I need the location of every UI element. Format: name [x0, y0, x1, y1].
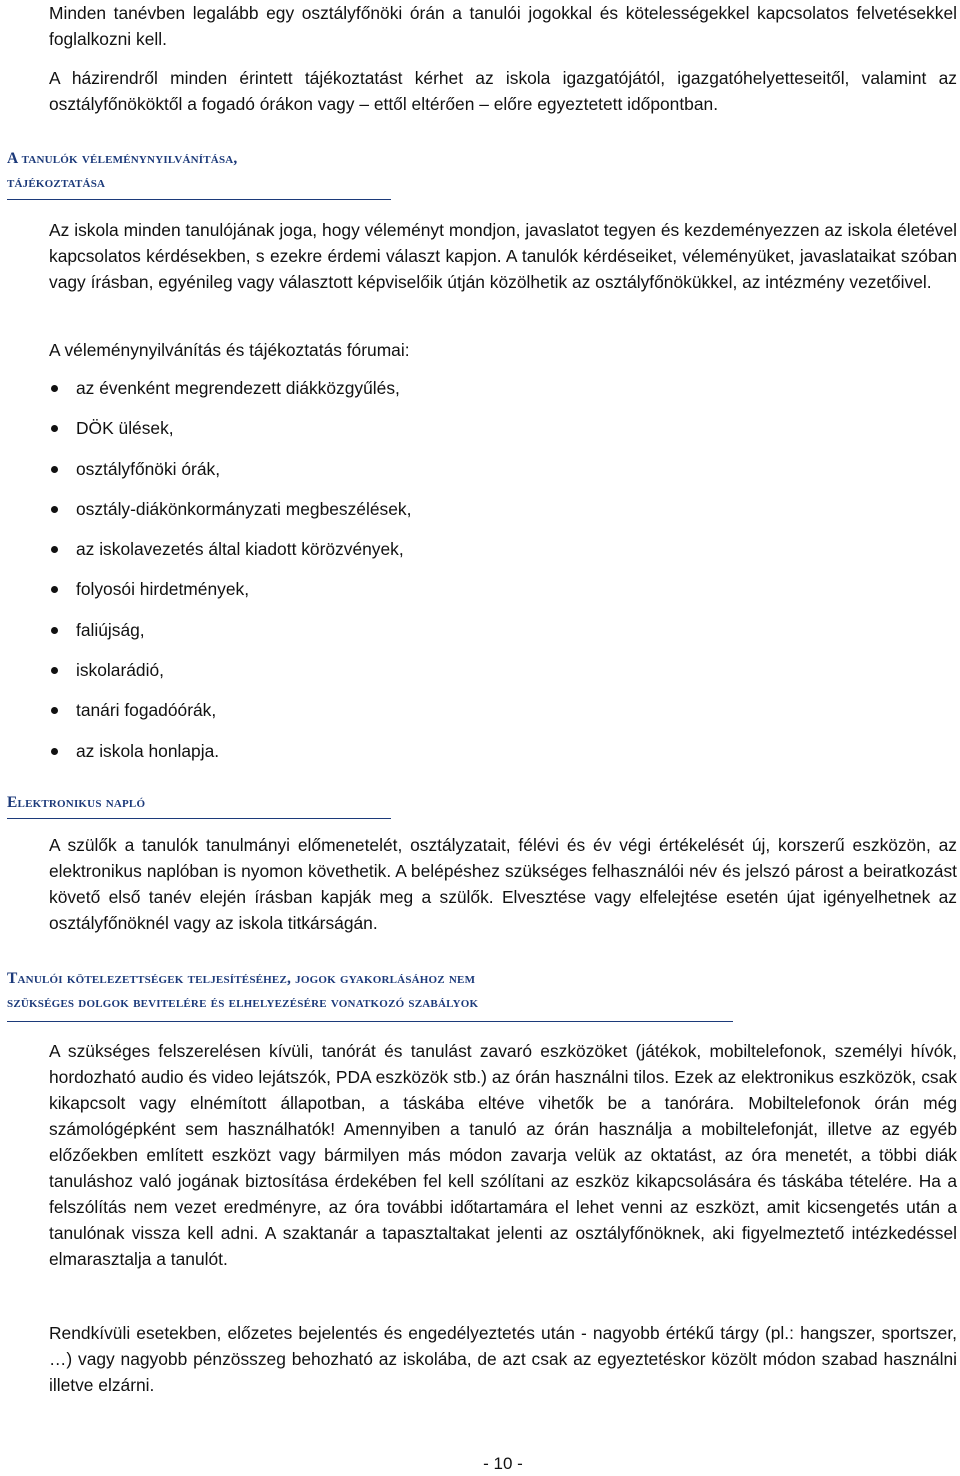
paragraph-opinion-rights: Az iskola minden tanulójának joga, hogy véleményt mondjon, javaslatot tegyen és kezdeményezzen az iskola életével kapcsolatos kérdésekben, s ezekre érdemi választ kapjon. A tanulók kérdéseiket, véleményüket, javaslataikat szóban vagy írásban, egyénileg vagy választott képviselőik útján közölhetik az osztályfőnökükkel, az intézmény vezetőivel. — [49, 220, 957, 292]
bullet-icon — [51, 506, 58, 513]
heading-underline — [7, 199, 391, 200]
paragraph-e-diary: A szülők a tanulók tanulmányi előmenetelét, osztályzatait, félévi és év végi értékelését új, korszerű eszközön, az elektronikus naplóban is nyomon követhetik. A belépéshez szükséges felhasználói név és jelszó párost a beiratkozást követő első tanév elején írásban kapják meg a szülők. Elvesztése vagy elfelejtése esetén újat igényelhetnek az osztályfőnöknél vagy az iskola titkárságán. — [49, 835, 957, 933]
bullet-icon — [51, 425, 58, 432]
section-heading-devices-line1: Tanulói kötelezettségek teljesítéséhez, jogok gyakorlásához nem — [7, 970, 476, 987]
bullet-icon — [51, 707, 58, 714]
section-heading-opinion-line2: tájékoztatása — [7, 174, 106, 191]
forums-list — [49, 368, 649, 771]
paragraph-device-rules: A szükséges felszerelésen kívüli, tanórát és tanulást zavaró eszközöket (játékok, mobiltelefonok, személyi hívók, hordozható audio és video lejátszók, PDA eszközök stb.) az órán használni tilos. Ezek az elektronikus eszközök, csak kikapcsolt vagy elnémított állapotban, a táskába eltéve vihetők be a tanórára. Mobiltelefonok órán még számológépként sem használhatók! Amennyiben a tanuló az órán használja a mobiltelefonját, illetve az egyéb előzőekben említett eszközt vagy bármilyen más módon zavarja velük az oktatást, az óra menetét, a többi diák tanuláshoz való jogának biztosítása érdekében fel kell szólítani az eszköz kikapcsolására és táskába tételére. Ha a felszólítás nem vezet eredményre, az óra további időtartamára el lehet venni az eszközt, amit kicsengetés után a tanulónak vissza kell adni. A szaktanár a tapasztaltakat jelenti az osztályfőnöknek, aki figyelmeztető intézkedéssel elmarasztalja a tanulót. — [49, 1041, 957, 1269]
section-heading-devices-line2: szükséges dolgok bevitelére és elhelyezésére vonatkozó szabályok — [7, 994, 479, 1011]
list-item: az iskola honlapja. — [49, 731, 649, 771]
section-heading-opinion — [7, 147, 237, 195]
paragraph-class-rights: Minden tanévben legalább egy osztályfőnöki órán a tanulói jogokkal és kötelességekkel kapcsolatos felvetésekkel foglalkozni kell. — [49, 3, 957, 49]
list-item: tanári fogadóórák, — [49, 690, 649, 730]
list-item: osztályfőnöki órák, — [49, 449, 649, 489]
paragraph-forums-intro: A véleménynyilvánítás és tájékoztatás fórumai: — [49, 340, 410, 360]
bullet-icon — [51, 627, 58, 634]
bullet-icon — [51, 466, 58, 473]
list-item: az iskolavezetés által kiadott körözvények, — [49, 529, 649, 569]
list-item: DÖK ülések, — [49, 408, 649, 448]
bullet-icon — [51, 667, 58, 674]
bullet-icon — [51, 586, 58, 593]
section-heading-devices — [7, 967, 478, 1015]
paragraph-valuables: Rendkívüli esetekben, előzetes bejelentés és engedélyeztetés után - nagyobb értékű tárgy (pl.: hangszer, sportszer, …) vagy nagyobb pénzösszeg behozható az iskolába, de azt csak az egyeztetéskor közölt módon szabad használni illetve elzárni. — [49, 1323, 957, 1395]
bullet-icon — [51, 546, 58, 553]
list-item: iskolarádió, — [49, 650, 649, 690]
list-item: faliújság, — [49, 610, 649, 650]
list-item: az évenként megrendezett diákközgyűlés, — [49, 368, 649, 408]
paragraph-house-rules-info: A házirendről minden érintett tájékoztatást kérhet az iskola igazgatójától, igazgatóhelyetteseitől, valamint az osztályfőnököktől a fogadó órákon vagy – ettől eltérően – előre egyeztetett időpontban. — [49, 68, 957, 114]
page-number: - 10 - — [483, 1454, 523, 1473]
bullet-icon — [51, 748, 58, 755]
section-heading-opinion-line1: A tanulók véleménynyilvánítása, — [7, 150, 238, 167]
list-item: osztály-diákönkormányzati megbeszélések, — [49, 489, 649, 529]
section-heading-e-diary: Elektronikus napló — [7, 794, 146, 811]
heading-underline — [7, 818, 391, 819]
bullet-icon — [51, 385, 58, 392]
list-item: folyosói hirdetmények, — [49, 569, 649, 609]
heading-underline — [7, 1021, 733, 1022]
